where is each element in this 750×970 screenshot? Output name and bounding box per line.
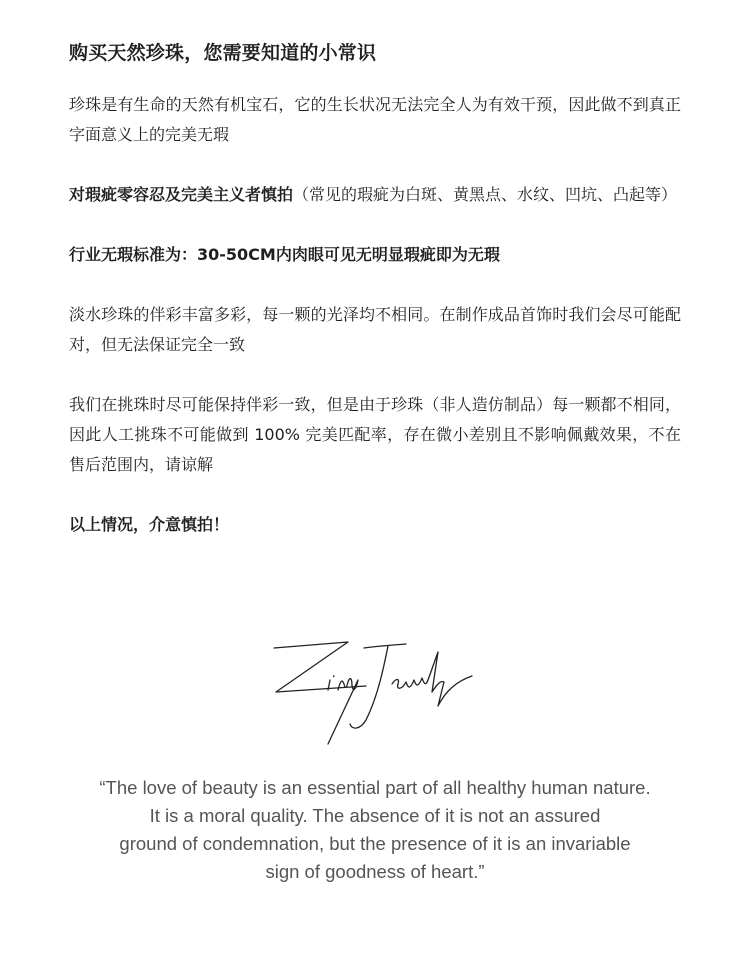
- quote-line: ground of condemnation, but the presence of it is an invariable: [119, 833, 631, 854]
- closing-note: 以上情况，介意慎拍！: [69, 515, 230, 534]
- beauty-quote: [40, 774, 710, 886]
- signature-logo: [268, 636, 478, 748]
- notice-content: [69, 36, 681, 540]
- quote-line: It is a moral quality. The absence of it is not an assured: [149, 805, 601, 826]
- paragraph-matching: 我们在挑珠时尽可能保持伴彩一致，但是由于珍珠（非人造仿制品）每一颗都不相同，因此人工挑珠不可能做到 100% 完美匹配率，存在微小差别且不影响佩戴效果，不在售后范围内，请谅解: [69, 395, 681, 474]
- paragraph-natural-pearl: 珍珠是有生命的天然有机宝石，它的生长状况无法完全人为有效干预，因此做不到真正字面意义上的完美无瑕: [69, 95, 681, 144]
- flaw-warning-examples: （常见的瑕疵为白斑、黄黑点、水纹、凹坑、凸起等）: [293, 185, 678, 204]
- paragraph-flaw-warning: [69, 180, 681, 210]
- paragraph-industry-standard: 行业无瑕标准为：30-50CM内肉眼可见无明显瑕疵即为无瑕: [69, 245, 500, 264]
- quote-line: “The love of beauty is an essential part of all healthy human nature.: [99, 777, 651, 798]
- flaw-warning-emphasis: 对瑕疵零容忍及完美主义者慎拍: [69, 185, 294, 204]
- paragraph-overtone: 淡水珍珠的伴彩丰富多彩，每一颗的光泽均不相同。在制作成品首饰时我们会尽可能配对，但无法保证完全一致: [69, 305, 681, 354]
- page-title: 购买天然珍珠，您需要知道的小常识: [69, 42, 377, 64]
- quote-line: sign of goodness of heart.”: [265, 861, 485, 882]
